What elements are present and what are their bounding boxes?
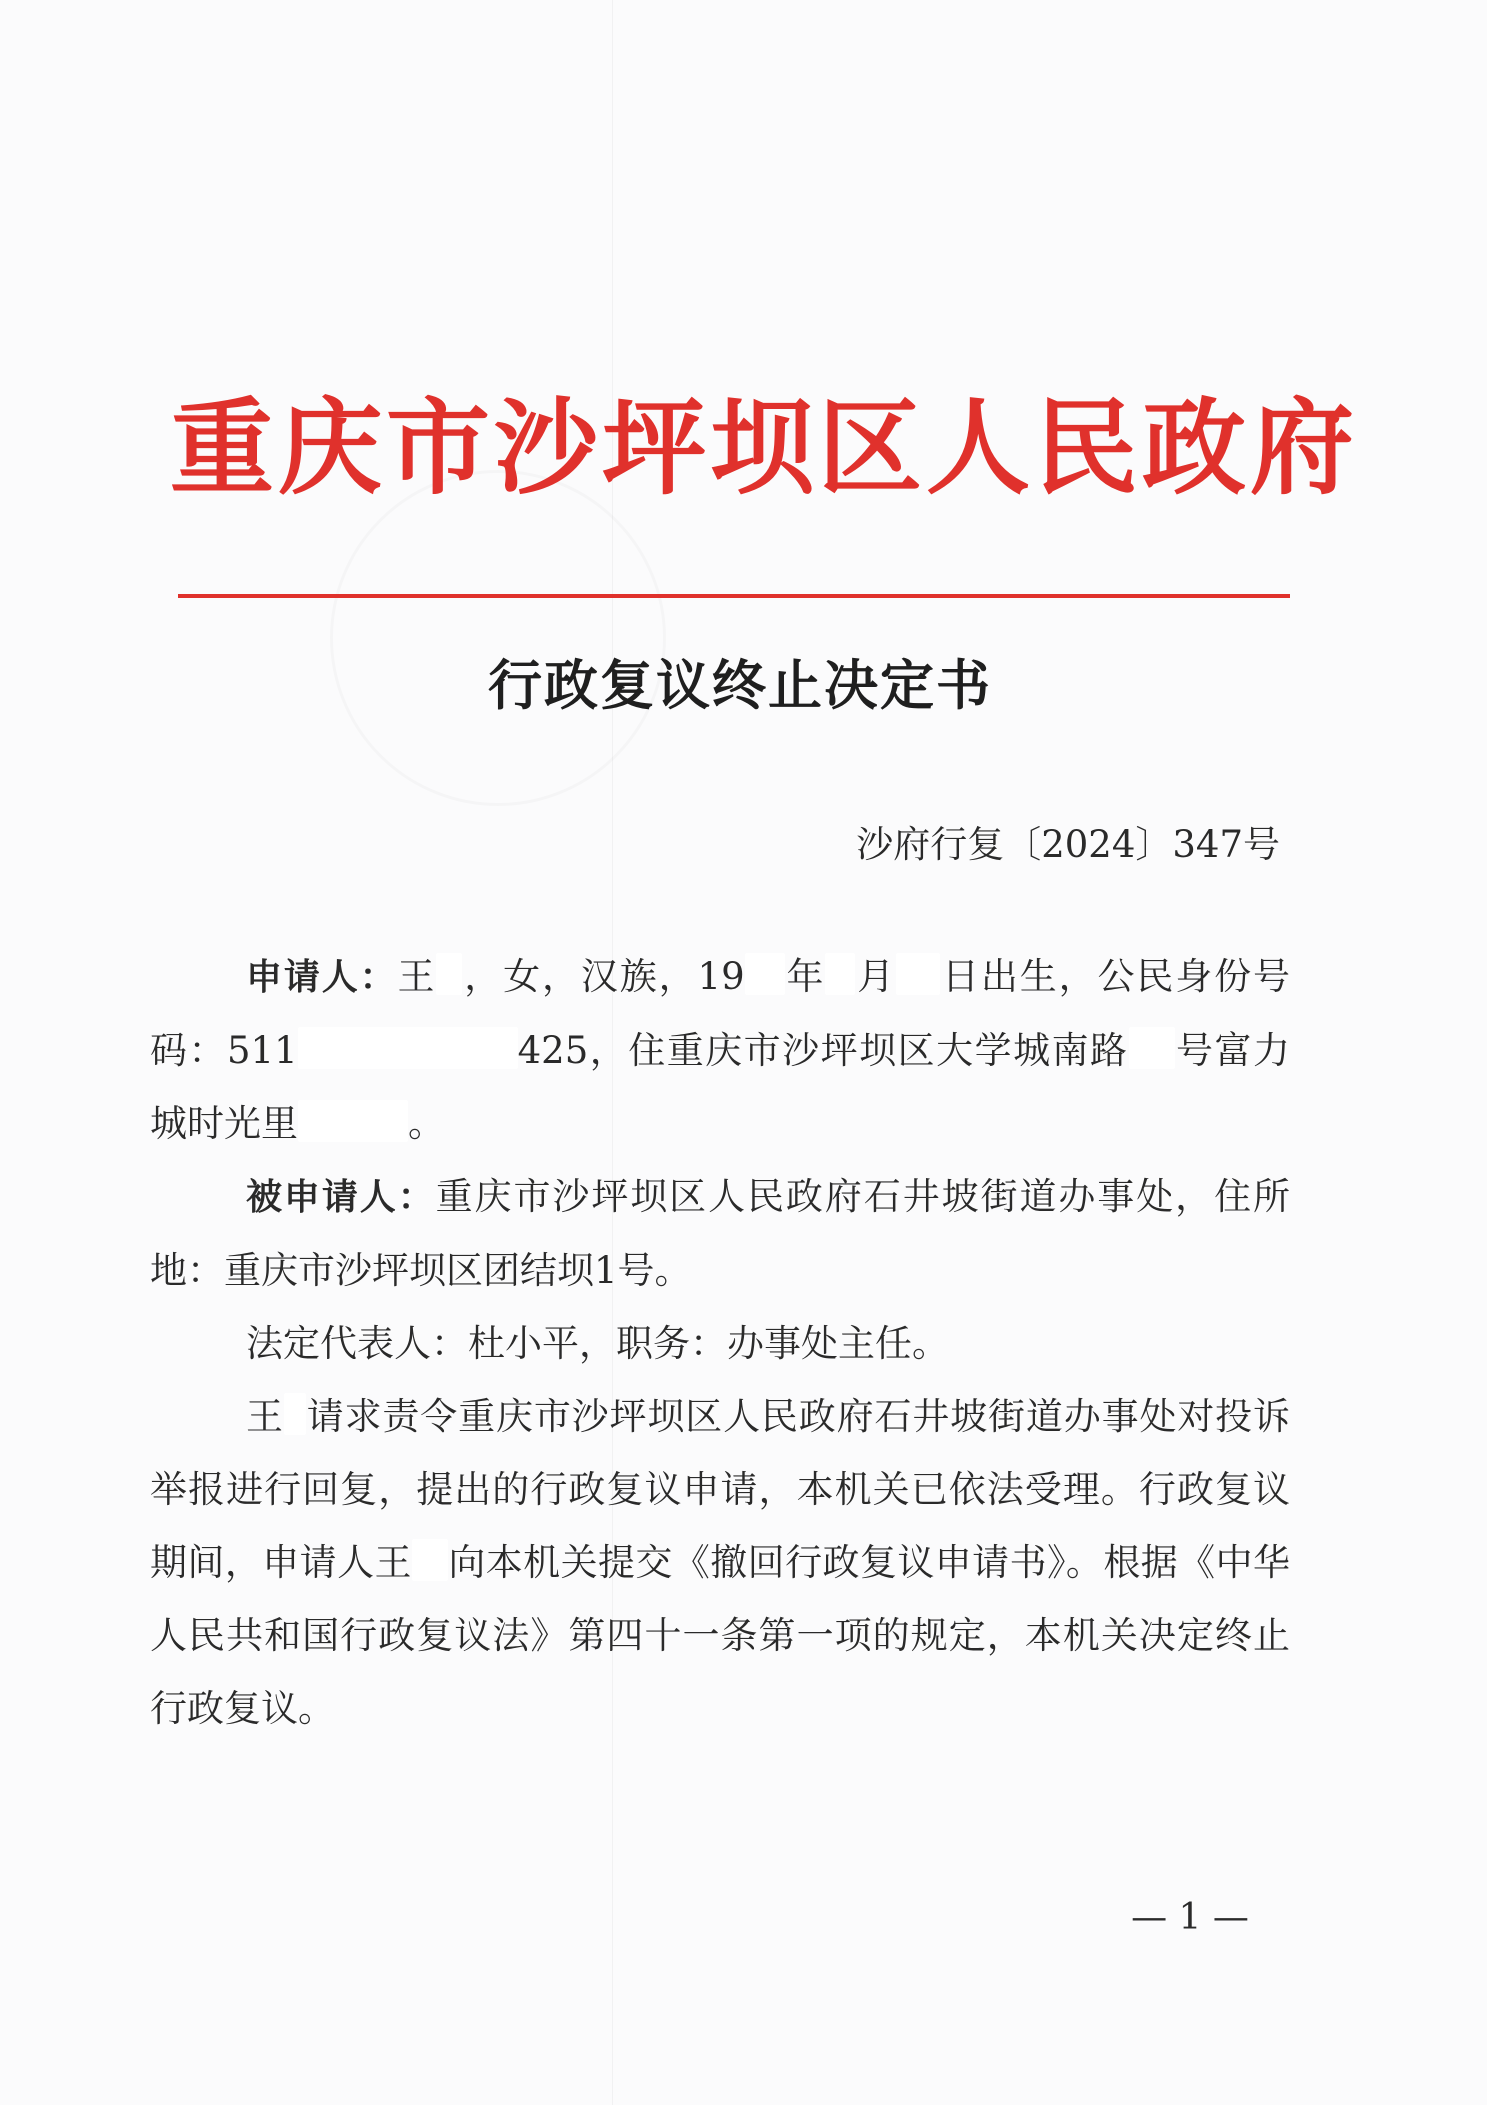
applicant-address-end: 。 bbox=[408, 1102, 445, 1145]
redaction-box bbox=[825, 953, 855, 995]
redaction-box bbox=[298, 1027, 518, 1069]
red-divider-line bbox=[178, 594, 1290, 598]
decision-text-part2: 向本机关提交《撤回行政复议申请书》。根据《中华人民共和国行政复议法》第四十一条第一项的规定，本机关决定终止行政复议。 bbox=[150, 1541, 1291, 1730]
applicant-sex-ethnicity: ，女，汉族， bbox=[462, 955, 698, 998]
redaction-box bbox=[412, 1539, 448, 1581]
applicant-id-suffix: 425 bbox=[517, 1029, 589, 1072]
document-body bbox=[150, 940, 1290, 1745]
redaction-box bbox=[896, 953, 940, 995]
applicant-name: 王 bbox=[397, 955, 437, 998]
applicant-name: 王 bbox=[246, 1395, 284, 1438]
redaction-box bbox=[284, 1393, 306, 1435]
month-word: 月 bbox=[855, 955, 897, 998]
applicant-address-building: 号富力城时光里 bbox=[150, 1029, 1291, 1145]
year-word: 年 bbox=[784, 955, 826, 998]
respondent-text: 重庆市沙坪坝区人民政府石井坡街道办事处，住所地：重庆市沙坪坝区团结坝1号。 bbox=[150, 1175, 1290, 1292]
issuer-header: 重庆市沙坪坝区人民政府 bbox=[170, 386, 1359, 509]
applicant-birth-day: 日出生，公民身份号码： bbox=[150, 955, 1291, 1072]
page-number: — 1 — bbox=[1131, 1897, 1249, 1938]
redaction-box bbox=[298, 1100, 408, 1142]
applicant-paragraph bbox=[150, 940, 1290, 1160]
decision-paragraph bbox=[150, 1380, 1290, 1745]
faint-seal-mark bbox=[330, 470, 666, 806]
legal-representative: 法定代表人：杜小平，职务：办事处主任。 bbox=[246, 1322, 949, 1365]
document-title: 行政复议终止决定书 bbox=[488, 653, 992, 717]
redaction-box bbox=[745, 953, 785, 995]
applicant-birth-year: 19 bbox=[697, 955, 745, 998]
document-number: 沙府行复〔2024〕347号 bbox=[856, 823, 1280, 866]
respondent-paragraph bbox=[150, 1160, 1290, 1307]
applicant-address: ，住重庆市沙坪坝区大学城南路 bbox=[588, 1029, 1129, 1072]
redaction-box bbox=[436, 953, 462, 995]
respondent-label: 被申请人： bbox=[246, 1177, 436, 1218]
decision-text-part1: 请求责令重庆市沙坪坝区人民政府石井坡街道办事处对投诉举报进行回复，提出的行政复议申请，本机关已依法受理。行政复议期间，申请人王 bbox=[150, 1395, 1291, 1584]
applicant-id-prefix: 511 bbox=[226, 1029, 298, 1072]
applicant-label: 申请人： bbox=[246, 957, 398, 998]
redaction-box bbox=[1129, 1027, 1175, 1069]
